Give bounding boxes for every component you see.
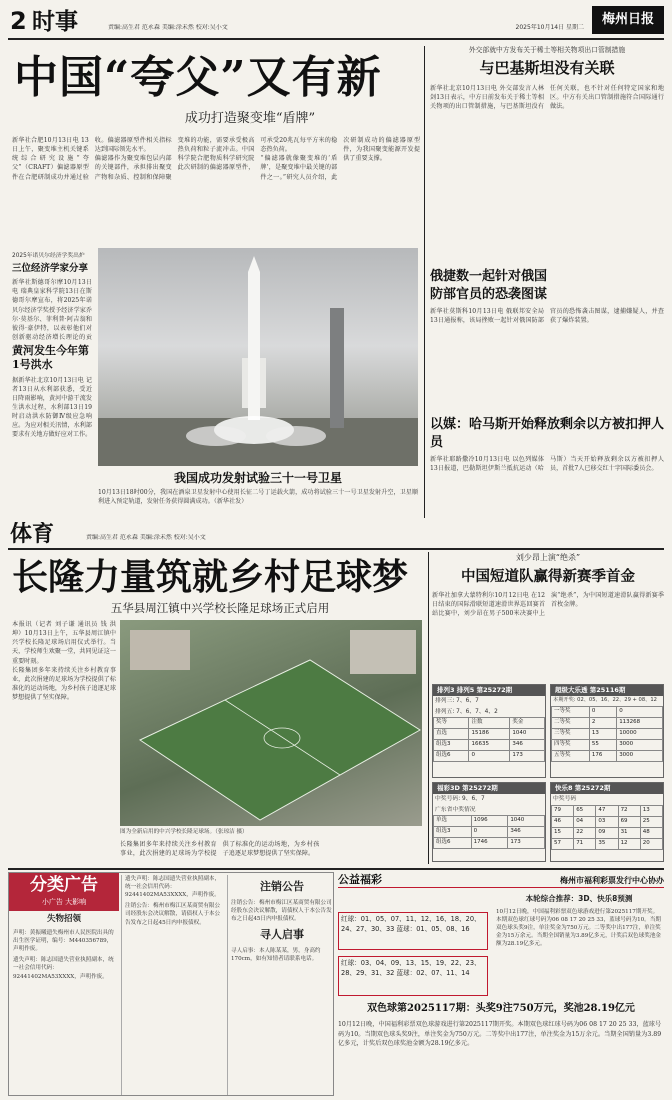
classified-title: 分类广告 — [30, 875, 98, 895]
lottery-box-3d — [432, 782, 546, 862]
table-cell: 57 — [552, 838, 574, 849]
story-body: 新华社莫斯科10月13日电 俄联邦安全局13日通报称，该局挫败一起针对俄国防部官员的恐怖袭击图谋，逮捕嫌疑人，并查获了爆炸装置。 — [430, 308, 664, 325]
header-rule — [8, 38, 664, 40]
photo-caption-title: 我国成功发射试验三十一号卫星 — [173, 471, 342, 485]
column-divider — [424, 46, 425, 518]
table-cell: 组选6 — [434, 838, 472, 849]
masthead-logo: 梅州日报 — [592, 6, 664, 34]
header-staff: 责编:高生君 范永森 美编:涂未然 校对:吴小文 — [108, 24, 228, 31]
brief-body: 据新华社北京10月13日电 记者13日从水利部获悉，受近日降雨影响，黄河中游干流发生洪水过程，水利部13日19时启动洪水防御Ⅳ级应急响应。为应对相关汛情，水利部要求有关地方做好应对工作。 — [12, 376, 92, 439]
table-cell: 65 — [574, 805, 596, 816]
welfare-title: 公益福彩 — [338, 873, 382, 886]
brief-title: 三位经济学家分享 — [12, 263, 89, 275]
table-cell: 35 — [596, 838, 618, 849]
right-bot-story — [430, 416, 664, 516]
lottery-box-title: 快乐8 第25272期 — [551, 783, 663, 794]
sports-paragraph: 长隆集团多年来持续关注乡村教育事业，此次捐建的足球场为学校提供了标准化的运动场地，为乡村孩子追逐足球梦想提供了坚实保障。 — [120, 841, 320, 858]
classified-banner — [9, 873, 119, 911]
ssq-result-body: 10月12日晚，中国福利彩票双色球游戏进行第2025117期开奖。本期双色球红球号码为06 08 17 20 25 33，蓝球号码为10。当期双色球头奖9注，单注奖金为750万元。二等奖中出177注，单注奖金为15万余元。当期全国销量为3.89亿多元，计奖后双色球奖池金额为28.19亿多元。 — [338, 1021, 662, 1048]
table-cell: 15 — [552, 827, 574, 838]
ad-notice: 声明：黄振曦遗失梅州市人民医院出具的出生医学证明，编号：M440356789，声明作废。 — [13, 930, 114, 953]
photo-caption-body: 10月13日18时00分，我国在酒泉卫星发射中心使用长征二号丁运载火箭，成功将试验三十一号卫星发射升空，卫星顺利进入预定轨道，发射任务获得圆满成功。（新华社发） — [98, 489, 418, 506]
table-cell: 113268 — [617, 717, 663, 728]
classified-col-2 — [121, 875, 225, 1095]
table-cell: 12 — [618, 838, 640, 849]
ad-notice: 遗失声明：陈志国遗失营业执照副本，统一社会信用代码：92441402MA53XXXX，声明作废。 — [125, 876, 221, 899]
sports-staff: 责编:高生君 范永森 美编:涂未然 校对:吴小文 — [86, 534, 206, 541]
table-cell: 1040 — [510, 729, 545, 740]
sports-header — [0, 520, 672, 550]
sports-paragraph: 长隆集团多年来持续关注乡村教育事业，此次捐建的足球场为学校提供了标准化的运动场地，为乡村孩子追逐足球梦想提供了坚实保障。 — [12, 666, 116, 702]
lead-headline: 中国“夸父”又有新 — [14, 52, 382, 103]
lottery-box-title: 超级大乐透 第25116期 — [551, 685, 663, 696]
lottery-table — [433, 815, 545, 849]
shorttrack-story — [432, 552, 664, 680]
lottery-box-title: 福彩3D 第25272期 — [433, 783, 545, 794]
lottery-box-kl8 — [550, 782, 664, 862]
table-cell: 1040 — [508, 816, 545, 827]
table-cell: 三等奖 — [552, 728, 590, 739]
classified-ads — [8, 872, 334, 1096]
lottery-line: 中奖号码 — [553, 796, 577, 803]
ad-notice: 注销公告：梅州市梅江区某商贸有限公司经股东会决议解散，请债权人于本公告发布之日起45日内申报债权。 — [231, 899, 332, 923]
recommend-body: 10月12日晚，中国福利彩票双色球游戏进行第2025117期开奖。本期双色球红球号码为06 08 17 20 25 33，蓝球号码为10。当期双色球头奖9注，单注奖金为750万元。二等奖中出177注，单注奖金为15万余元。当期全国销量为3.89亿多元，计奖后双色球奖池金额为28.19亿多元。 — [496, 908, 662, 948]
table-cell: 二等奖 — [552, 717, 590, 728]
sports-section-title: 体育 — [10, 522, 55, 547]
story-body: 新华社加拿大蒙特利尔10月12日电 在12日结束的国际滑联短道速滑世界巡回赛首站比赛中，刘少昂在男子500米决赛中上演“绝杀”，为中国短道速滑队赢得新赛季首枚金牌。 — [432, 591, 664, 617]
lottery-table — [551, 706, 663, 762]
lead-paragraph: “偏滤器就像聚变堆的‘盾牌’，是聚变堆中最关键的部件之一。”研究人员介绍，此次研制成功的偏滤器原型件，为我国聚变能源开发提供了重要支撑。 — [260, 137, 420, 181]
story-body: 新华社耶路撒冷10月13日电 以色列媒体13日报道，巴勒斯坦伊斯兰抵抗运动（哈马斯）当天开始释放剩余以方被扣押人员，首批7人已移交红十字国际委员会。 — [430, 456, 664, 473]
sports-paragraph: 本报讯（记者 刘子谦 通讯员 钱 洪 坤）10月13日上午，五华县周江镇中兴学校长隆足球场启用仪式举行。当天，学校师生欢聚一堂，共同见证这一重要时刻。 — [12, 621, 116, 665]
cancellation-title: 注销公告 — [260, 880, 304, 893]
classified-col-1 — [13, 929, 117, 1095]
table-cell: 176 — [589, 750, 616, 761]
football-field-icon — [120, 620, 422, 826]
red-ball-numbers: 红球：01、05、07、11、12、16、18、20、24、27、30、33 蓝球：01、05、08、16 — [341, 915, 481, 933]
table-cell: 一等奖 — [552, 706, 590, 717]
sports-rule — [8, 548, 664, 550]
story-title: 与巴基斯坦没有关联 — [479, 58, 615, 77]
rocket-launch-photo — [98, 248, 418, 466]
table-cell: 3000 — [617, 750, 663, 761]
table-cell: 五等奖 — [552, 750, 590, 761]
lottery-line: 排列五: 7、6、7、4、2 — [435, 708, 498, 715]
table-cell: 注数 — [469, 718, 510, 729]
table-cell: 四等奖 — [552, 739, 590, 750]
brief-yellow-river — [12, 344, 92, 514]
table-cell: 3000 — [617, 739, 663, 750]
table-cell: 46 — [552, 816, 574, 827]
table-cell: 22 — [574, 827, 596, 838]
table-cell: 48 — [640, 827, 662, 838]
lottery-table — [551, 805, 663, 850]
table-cell: 55 — [589, 739, 616, 750]
table-cell: 346 — [510, 740, 545, 751]
brief-economics — [12, 252, 92, 340]
table-cell: 1746 — [471, 838, 508, 849]
right-mid-story — [430, 268, 664, 410]
table-cell: 03 — [596, 816, 618, 827]
ad-notice: 遗失声明：陈志国遗失营业执照副本，统一社会信用代码：92441402MA53XXXX，声明作废。 — [13, 957, 114, 980]
brief-title: 黄河发生今年第1号洪水 — [12, 344, 89, 372]
lost-found-title: 失物招领 — [46, 914, 81, 924]
ads-rule — [8, 868, 664, 870]
table-cell: 组选3 — [434, 740, 469, 751]
lead-body — [12, 136, 420, 246]
red-ball-numbers: 红球：03、04、09、13、15、19、22、23、28、29、31、32 蓝球：02、07、11、14 — [341, 959, 481, 977]
table-cell: 72 — [618, 805, 640, 816]
section-title: 时事 — [32, 9, 78, 35]
table-cell: 奖金 — [510, 718, 545, 729]
lottery-line: 本期开奖: 02、05、16、22、29 + 08、12 — [553, 697, 657, 704]
table-cell: 173 — [508, 838, 545, 849]
table-cell: 0 — [617, 706, 663, 717]
header-date: 2025年10月14日 星期二 — [515, 24, 584, 31]
table-cell: 47 — [596, 805, 618, 816]
brief-body: 新华社斯德哥尔摩10月13日电 瑞典皇家科学院13日在斯德哥尔摩宣布，将2025年诺贝尔经济学奖授予经济学家乔尔·莫基尔、菲利普·阿吉翁和彼得·豪伊特，以表彰他们对创新驱动经济增长理论的贡 — [12, 279, 92, 340]
table-cell: 组选6 — [434, 751, 469, 762]
table-cell: 10000 — [617, 728, 663, 739]
welfare-header — [338, 872, 664, 888]
table-cell: 69 — [618, 816, 640, 827]
lottery-line: 排列三: 7、6、7 — [435, 698, 479, 705]
red-ball-box-1 — [338, 912, 488, 950]
table-cell: 15186 — [469, 729, 510, 740]
sports-photo-credit: 图为全新启用的中兴学校长隆足球场。（张琼洁 摄） — [120, 829, 248, 835]
lottery-box-title: 排列3 排列5 第25272期 — [433, 685, 545, 696]
right-top-story — [430, 46, 664, 264]
ad-notice: 注销公告：梅州市梅江区某商贸有限公司经股东会决议解散，请债权人于本公告发布之日起45日内申报债权。 — [125, 903, 221, 926]
table-cell: 71 — [574, 838, 596, 849]
lottery-box-dlt — [550, 684, 664, 778]
sports-column-divider — [428, 552, 429, 864]
lottery-box-pl35 — [432, 684, 546, 778]
table-cell: 79 — [552, 805, 574, 816]
lottery-line: 广东省中奖情况 — [435, 806, 476, 813]
table-cell: 13 — [640, 805, 662, 816]
table-cell: 13 — [589, 728, 616, 739]
brief-kicker: 2025年诺贝尔经济学奖出炉 — [12, 253, 85, 259]
table-cell: 16635 — [469, 740, 510, 751]
lead-paragraph: 偏滤器作为聚变堆包层内部的关键部件，承担排出聚变产物和杂质、控制和保障聚变堆的功能，需要承受极高热负荷和粒子流冲击。中国科学院合肥物质科学研究院此次研制的偏滤器原型件，可承受20兆瓦每平方米的稳态热负荷。 — [94, 137, 338, 181]
sports-headline: 长隆力量筑就乡村足球梦 — [12, 556, 409, 598]
story-title: 以媒：哈马斯开始释放剩余以方被扣押人员 — [430, 417, 664, 450]
welfare-sponsor: 梅州市福利彩票发行中心协办 — [560, 876, 664, 885]
page-number: 2 — [10, 8, 27, 34]
recommend-title: 本轮综合推荐：3D、快乐8预测 — [525, 894, 633, 903]
ssq-result-title: 双色球第2025117期：头奖9注750万元，奖池28.19亿元 — [367, 1003, 635, 1014]
table-cell: 0 — [589, 706, 616, 717]
story-kicker: 外交部就中方发布关于稀土等相关物项出口管制措施 — [468, 46, 626, 54]
table-cell: 20 — [640, 838, 662, 849]
sports-subtitle: 五华县周江镇中兴学校长隆足球场正式启用 — [110, 601, 330, 615]
sports-body-2 — [120, 840, 422, 864]
table-cell: 单选 — [434, 816, 472, 827]
welfare-lottery — [338, 872, 664, 1096]
page-header — [0, 0, 672, 42]
classified-subtitle: 小广告 大影响 — [41, 898, 87, 906]
story-body: 新华社北京10月13日电 外交部发言人林剑13日表示，中方日前发布关于稀土等相关物项的出口管制措施，与巴基斯坦没有任何关联，也不针对任何特定国家和地区。中方有关出口管制措施符合国际通行做法。 — [430, 84, 664, 110]
story-title: 俄捷数一起针对俄国防部官员的恐袭图谋 — [430, 269, 548, 302]
table-cell: 2 — [589, 717, 616, 728]
table-cell: 346 — [508, 827, 545, 838]
table-cell: 1096 — [471, 816, 508, 827]
table-cell: 0 — [469, 751, 510, 762]
table-cell: 09 — [596, 827, 618, 838]
table-cell: 31 — [618, 827, 640, 838]
table-cell: 04 — [574, 816, 596, 827]
story-kicker: 刘少昂上演“绝杀” — [515, 553, 581, 562]
classified-col-3 — [227, 875, 333, 1095]
recommend-box — [494, 892, 664, 996]
table-cell: 奖等 — [434, 718, 469, 729]
table-cell: 组选3 — [434, 827, 472, 838]
lead-subtitle: 成功打造聚变堆“盾牌” — [184, 111, 316, 126]
lead-paragraph: 新华社合肥10月13日电 13日上午，聚变堆主机关键系统综合研究设施“夸父”（CRAFT）偏滤器原型件在合肥研制成功并通过验收。偏滤器原型件相关指标达到国际领先水平。 — [12, 137, 172, 181]
lottery-table — [433, 717, 545, 762]
story-title: 中国短道队赢得新赛季首金 — [461, 567, 635, 585]
table-cell: 25 — [640, 816, 662, 827]
lottery-line: 中奖号码: 9、6、7 — [435, 796, 485, 803]
sports-body — [12, 620, 116, 860]
table-cell: 直选 — [434, 729, 469, 740]
table-cell: 0 — [471, 827, 508, 838]
football-field-photo — [120, 620, 422, 826]
rocket-icon — [98, 248, 418, 466]
red-ball-box-2 — [338, 956, 488, 996]
missing-person-title: 寻人启事 — [260, 928, 304, 942]
table-cell: 173 — [510, 751, 545, 762]
ad-notice: 寻人启事：本人陈某某，男，身高约170cm，如有知情者请联系电话。 — [231, 948, 321, 963]
